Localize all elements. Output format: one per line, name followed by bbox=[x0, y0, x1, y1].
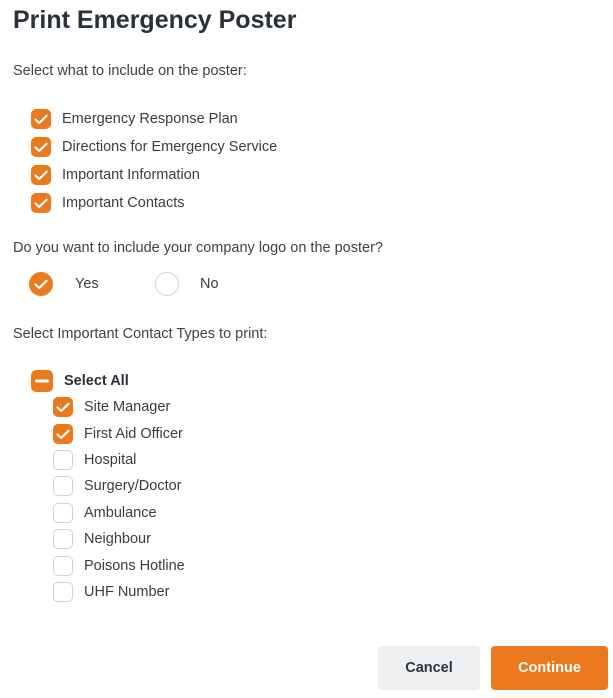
include-prompt: Select what to include on the poster: bbox=[13, 63, 247, 79]
contact-type-neighbour[interactable] bbox=[53, 528, 151, 550]
contact-type-label: Surgery/Doctor bbox=[84, 478, 182, 494]
include-item-label: Important Information bbox=[62, 167, 200, 183]
select-all-contacts[interactable] bbox=[31, 370, 129, 392]
checkbox-checked-icon[interactable] bbox=[31, 137, 51, 157]
logo-prompt: Do you want to include your company logo on the poster? bbox=[13, 240, 383, 256]
dialog-title: Print Emergency Poster bbox=[13, 6, 297, 34]
include-item-important-information[interactable] bbox=[31, 164, 200, 186]
checkbox-unchecked-icon[interactable] bbox=[53, 582, 73, 602]
include-item-important-contacts[interactable] bbox=[31, 192, 185, 214]
contact-type-label: Site Manager bbox=[84, 399, 171, 415]
radio-unselected-icon[interactable] bbox=[155, 272, 179, 296]
contact-type-surgery-doctor[interactable] bbox=[53, 475, 182, 497]
contact-type-label: First Aid Officer bbox=[84, 426, 183, 442]
checkbox-checked-icon[interactable] bbox=[31, 165, 51, 185]
checkbox-checked-icon[interactable] bbox=[53, 397, 73, 417]
contact-type-label: Ambulance bbox=[84, 505, 157, 521]
contact-type-first-aid-officer[interactable] bbox=[53, 423, 183, 445]
checkbox-checked-icon[interactable] bbox=[31, 193, 51, 213]
checkbox-unchecked-icon[interactable] bbox=[53, 503, 73, 523]
checkbox-unchecked-icon[interactable] bbox=[53, 450, 73, 470]
logo-option-no[interactable] bbox=[155, 272, 219, 296]
logo-option-label: Yes bbox=[75, 276, 99, 292]
checkbox-unchecked-icon[interactable] bbox=[53, 556, 73, 576]
contact-type-label: Neighbour bbox=[84, 531, 151, 547]
select-all-label: Select All bbox=[64, 373, 129, 389]
include-item-emergency-response-plan[interactable] bbox=[31, 108, 238, 130]
contact-type-label: Poisons Hotline bbox=[84, 558, 185, 574]
checkbox-checked-icon[interactable] bbox=[31, 109, 51, 129]
contact-type-poisons-hotline[interactable] bbox=[53, 555, 185, 577]
checkbox-unchecked-icon[interactable] bbox=[53, 529, 73, 549]
contact-type-site-manager[interactable] bbox=[53, 396, 170, 418]
cancel-button[interactable]: Cancel bbox=[378, 646, 480, 690]
include-item-label: Important Contacts bbox=[62, 195, 185, 211]
include-item-label: Emergency Response Plan bbox=[62, 111, 238, 127]
contact-type-ambulance[interactable] bbox=[53, 502, 157, 524]
contact-type-uhf-number[interactable] bbox=[53, 581, 169, 603]
radio-selected-icon[interactable] bbox=[29, 272, 53, 296]
include-item-directions-for-emergency-service[interactable] bbox=[31, 136, 277, 158]
include-item-label: Directions for Emergency Service bbox=[62, 139, 278, 155]
checkbox-unchecked-icon[interactable] bbox=[53, 476, 73, 496]
logo-option-label: No bbox=[200, 276, 219, 292]
contact-type-label: Hospital bbox=[84, 452, 137, 468]
continue-button[interactable]: Continue bbox=[491, 646, 608, 690]
checkbox-indeterminate-icon[interactable] bbox=[31, 370, 53, 392]
logo-option-yes[interactable] bbox=[29, 272, 99, 296]
checkbox-checked-icon[interactable] bbox=[53, 424, 73, 444]
contact-types-prompt: Select Important Contact Types to print: bbox=[13, 326, 268, 342]
contact-type-hospital[interactable] bbox=[53, 449, 136, 471]
contact-type-label: UHF Number bbox=[84, 584, 170, 600]
